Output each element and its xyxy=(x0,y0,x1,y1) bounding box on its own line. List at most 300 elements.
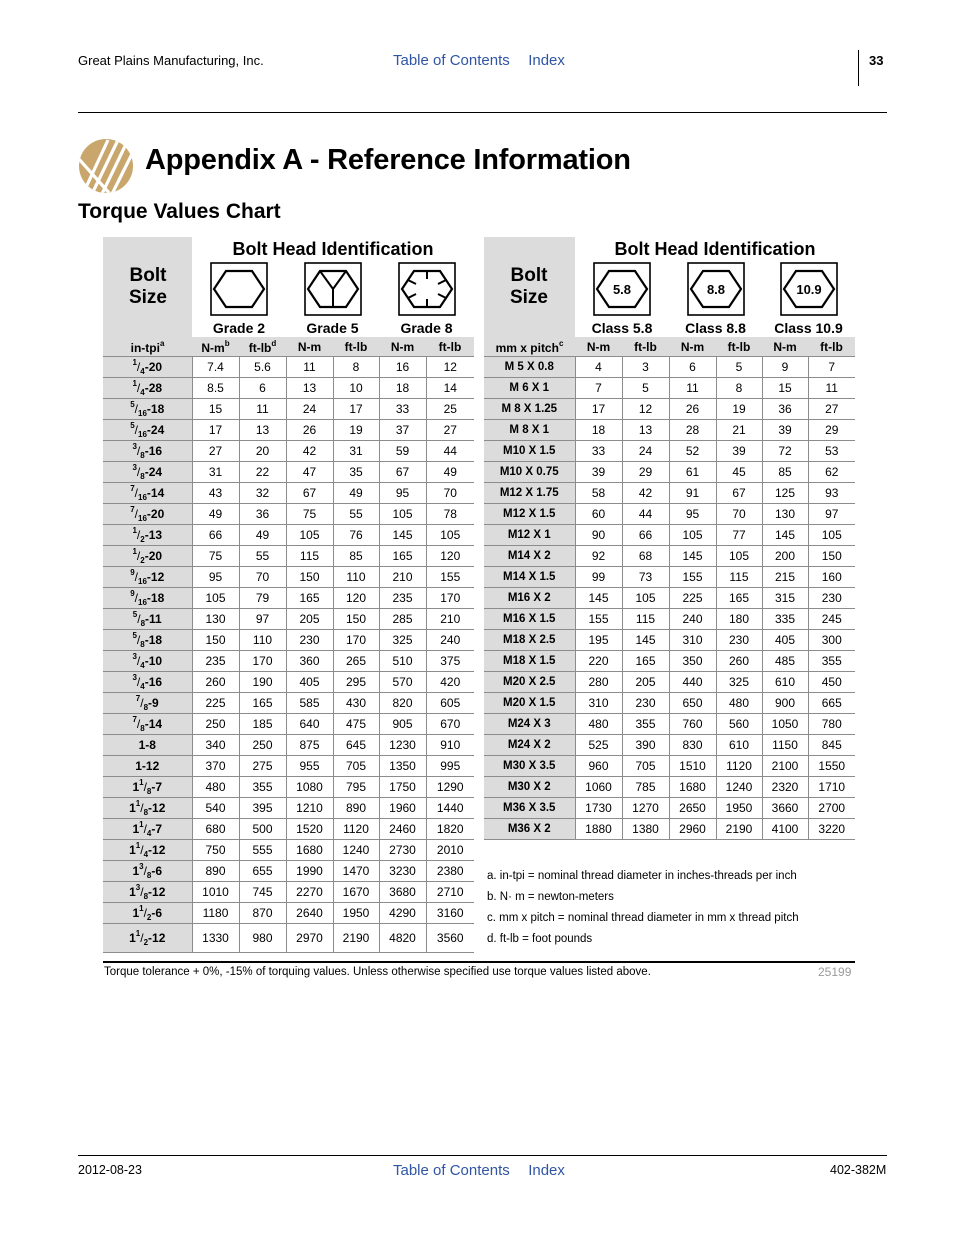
torque-value-cell: 170 xyxy=(426,588,474,609)
torque-value-cell: 1990 xyxy=(286,861,333,882)
bolt-size-cell: M 8 X 1.25 xyxy=(484,399,575,420)
torque-value-cell: 24 xyxy=(622,441,669,462)
torque-value-cell: 430 xyxy=(333,693,379,714)
torque-value-cell: 995 xyxy=(426,756,474,777)
torque-value-cell: 230 xyxy=(808,588,855,609)
torque-value-cell: 145 xyxy=(669,546,716,567)
torque-value-cell: 4100 xyxy=(762,819,808,840)
header-index-link[interactable]: Index xyxy=(528,52,565,69)
torque-value-cell: 155 xyxy=(426,567,474,588)
torque-value-cell: 210 xyxy=(426,609,474,630)
inch-table-row xyxy=(103,819,474,840)
metric-table-row xyxy=(484,546,855,567)
bolt-size-cell: $^9/_{16}-12$ xyxy=(103,567,192,588)
torque-value-cell: 340 xyxy=(192,735,239,756)
torque-value-cell: 42 xyxy=(286,441,333,462)
col-header-ftlb-grade8: ft-lb xyxy=(426,337,474,357)
bolt-size-cell: $^1/_2-20$ xyxy=(103,546,192,567)
torque-value-cell: 120 xyxy=(333,588,379,609)
torque-value-cell: 44 xyxy=(426,441,474,462)
torque-value-cell: 32 xyxy=(239,483,286,504)
torque-value-cell: 205 xyxy=(286,609,333,630)
mm-pitch-header: mm x pitch$^c$ xyxy=(484,337,575,357)
torque-value-cell: 955 xyxy=(286,756,333,777)
torque-value-cell: 265 xyxy=(333,651,379,672)
torque-value-cell: 29 xyxy=(622,462,669,483)
torque-tolerance-note: Torque tolerance + 0%, -15% of torquing values. Unless otherwise specified use torque values listed above. xyxy=(104,966,651,978)
hexagon-grade8-icon xyxy=(398,262,456,316)
torque-value-cell: 230 xyxy=(716,630,762,651)
torque-value-cell: 55 xyxy=(239,546,286,567)
torque-value-cell: 68 xyxy=(622,546,669,567)
torque-value-cell: 47 xyxy=(286,462,333,483)
bolt-size-cell: M10 X 1.5 xyxy=(484,441,575,462)
torque-value-cell: 155 xyxy=(669,567,716,588)
bolt-size-cell: $1^1/_2-12$ xyxy=(103,924,192,953)
bolt-size-cell: $1^3/_8-12$ xyxy=(103,882,192,903)
torque-value-cell: 1180 xyxy=(192,903,239,924)
bolt-size-cell: $^9/_{16}-18$ xyxy=(103,588,192,609)
torque-value-cell: 1350 xyxy=(379,756,426,777)
torque-value-cell: 670 xyxy=(426,714,474,735)
inch-table-row xyxy=(103,735,474,756)
torque-value-cell: 11 xyxy=(669,378,716,399)
torque-value-cell: 13 xyxy=(239,420,286,441)
metric-table-row xyxy=(484,630,855,651)
footnote-d: d. ft-lb = foot pounds xyxy=(487,933,593,945)
footnote-b: b. N· m = newton-meters xyxy=(487,891,614,903)
inch-table-row xyxy=(103,630,474,651)
footnote-c: c. mm x pitch = nominal thread diameter in mm x thread pitch xyxy=(487,912,799,924)
torque-value-cell: 21 xyxy=(716,420,762,441)
torque-value-cell: 405 xyxy=(286,672,333,693)
class58-icon-cell xyxy=(575,261,669,317)
torque-value-cell: 745 xyxy=(239,882,286,903)
torque-value-cell: 12 xyxy=(622,399,669,420)
torque-value-cell: 420 xyxy=(426,672,474,693)
torque-value-cell: 27 xyxy=(192,441,239,462)
torque-value-cell: 36 xyxy=(239,504,286,525)
torque-value-cell: 2190 xyxy=(716,819,762,840)
class109-icon-cell xyxy=(762,261,855,317)
bolt-size-cell: M 8 X 1 xyxy=(484,420,575,441)
torque-value-cell: 95 xyxy=(192,567,239,588)
torque-value-cell: 20 xyxy=(239,441,286,462)
class58-label: Class 5.8 xyxy=(575,317,669,337)
torque-value-cell: 11 xyxy=(239,399,286,420)
torque-value-cell: 66 xyxy=(622,525,669,546)
torque-value-cell: 220 xyxy=(575,651,622,672)
inch-table-row xyxy=(103,693,474,714)
torque-value-cell: 2460 xyxy=(379,819,426,840)
torque-value-cell: 10 xyxy=(333,378,379,399)
torque-value-cell: 67 xyxy=(716,483,762,504)
inch-table-row xyxy=(103,399,474,420)
torque-value-cell: 1120 xyxy=(333,819,379,840)
torque-value-cell: 890 xyxy=(192,861,239,882)
torque-value-cell: 310 xyxy=(669,630,716,651)
torque-value-cell: 9 xyxy=(762,357,808,378)
torque-value-cell: 480 xyxy=(192,777,239,798)
torque-value-cell: 13 xyxy=(286,378,333,399)
torque-value-cell: 355 xyxy=(622,714,669,735)
metric-table-row xyxy=(484,483,855,504)
torque-value-cell: 525 xyxy=(575,735,622,756)
torque-value-cell: 26 xyxy=(286,420,333,441)
torque-value-cell: 250 xyxy=(239,735,286,756)
bolt-size-cell: $^7/_8-14$ xyxy=(103,714,192,735)
inch-table-row xyxy=(103,420,474,441)
torque-value-cell: 165 xyxy=(622,651,669,672)
col-header-nm-grade8: N-m xyxy=(379,337,426,357)
torque-value-cell: 875 xyxy=(286,735,333,756)
footer-doc-code: 402-382M xyxy=(830,1163,887,1177)
torque-value-cell: 19 xyxy=(333,420,379,441)
bolt-size-cell: $1^1/_4-7$ xyxy=(103,819,192,840)
hexagon-grade2-icon xyxy=(210,262,268,316)
torque-value-cell: 2650 xyxy=(669,798,716,819)
hexagon-grade5-icon xyxy=(304,262,362,316)
torque-value-cell: 3230 xyxy=(379,861,426,882)
torque-value-cell: 1150 xyxy=(762,735,808,756)
torque-value-cell: 585 xyxy=(286,693,333,714)
torque-value-cell: 39 xyxy=(762,420,808,441)
torque-value-cell: 130 xyxy=(762,504,808,525)
torque-value-cell: 60 xyxy=(575,504,622,525)
bolt-size-cell: M36 X 2 xyxy=(484,819,575,840)
torque-value-cell: 22 xyxy=(239,462,286,483)
metric-table-row xyxy=(484,819,855,840)
col-header-ftlb-grade5: ft-lb xyxy=(333,337,379,357)
torque-value-cell: 73 xyxy=(622,567,669,588)
header-toc-link[interactable]: Table of Contents xyxy=(393,52,510,69)
torque-value-cell: 780 xyxy=(808,714,855,735)
torque-value-cell: 77 xyxy=(716,525,762,546)
inch-table-row xyxy=(103,462,474,483)
grade2-label: Grade 2 xyxy=(192,317,286,337)
hexagon-class109-icon xyxy=(780,262,838,316)
bolt-size-cell: $1^1/_8-12$ xyxy=(103,798,192,819)
torque-value-cell: 185 xyxy=(239,714,286,735)
bolt-size-cell: M20 X 1.5 xyxy=(484,693,575,714)
col-header-nm-class109: N-m xyxy=(762,337,808,357)
bolt-size-cell: M18 X 1.5 xyxy=(484,651,575,672)
torque-value-cell: 42 xyxy=(622,483,669,504)
bolt-size-cell: $1^1/_8-7$ xyxy=(103,777,192,798)
metric-table-row xyxy=(484,504,855,525)
bolt-size-cell: $^5/_{16}-18$ xyxy=(103,399,192,420)
torque-value-cell: 3220 xyxy=(808,819,855,840)
torque-value-cell: 1240 xyxy=(716,777,762,798)
company-name: Great Plains Manufacturing, Inc. xyxy=(78,53,264,68)
torque-value-cell: 33 xyxy=(379,399,426,420)
torque-value-cell: 1330 xyxy=(192,924,239,953)
torque-value-cell: 325 xyxy=(379,630,426,651)
torque-value-cell: 28 xyxy=(669,420,716,441)
torque-value-cell: 95 xyxy=(669,504,716,525)
torque-value-cell: 8 xyxy=(333,357,379,378)
torque-value-cell: 295 xyxy=(333,672,379,693)
inch-table-row xyxy=(103,840,474,861)
bolt-size-cell: M16 X 1.5 xyxy=(484,609,575,630)
torque-value-cell: 5.6 xyxy=(239,357,286,378)
torque-value-cell: 355 xyxy=(808,651,855,672)
col-header-ftlb-class88: ft-lb xyxy=(716,337,762,357)
bolt-size-cell: M 5 X 0.8 xyxy=(484,357,575,378)
torque-value-cell: 95 xyxy=(379,483,426,504)
torque-value-cell: 570 xyxy=(379,672,426,693)
bolt-size-cell: $^3/_8-24$ xyxy=(103,462,192,483)
torque-value-cell: 11 xyxy=(286,357,333,378)
torque-value-cell: 830 xyxy=(669,735,716,756)
torque-value-cell: 105 xyxy=(716,546,762,567)
col-header-ftlb-grade2: $ft-lb^d$ xyxy=(239,337,286,357)
bolt-size-cell: $^7/_8-9$ xyxy=(103,693,192,714)
torque-value-cell: 17 xyxy=(333,399,379,420)
torque-value-cell: 59 xyxy=(379,441,426,462)
torque-value-cell: 540 xyxy=(192,798,239,819)
col-header-nm-grade5: N-m xyxy=(286,337,333,357)
torque-value-cell: 155 xyxy=(575,609,622,630)
torque-value-cell: 31 xyxy=(192,462,239,483)
bolt-size-cell: 1-8 xyxy=(103,735,192,756)
footer-links xyxy=(393,1162,579,1180)
torque-value-cell: 3 xyxy=(622,357,669,378)
bolt-size-cell: M24 X 3 xyxy=(484,714,575,735)
torque-value-cell: 1510 xyxy=(669,756,716,777)
torque-value-cell: 52 xyxy=(669,441,716,462)
torque-value-cell: 6 xyxy=(669,357,716,378)
metric-table-row xyxy=(484,588,855,609)
bolt-size-cell: $^3/_4-16$ xyxy=(103,672,192,693)
torque-value-cell: 1960 xyxy=(379,798,426,819)
bolt-size-cell: $^7/_{16}-14$ xyxy=(103,483,192,504)
torque-value-cell: 165 xyxy=(239,693,286,714)
bolt-size-cell: $^1/_4-20$ xyxy=(103,357,192,378)
torque-value-cell: 1750 xyxy=(379,777,426,798)
in-tpi-header: in-tpi$^a$ xyxy=(103,337,192,357)
torque-value-cell: 49 xyxy=(426,462,474,483)
torque-value-cell: 150 xyxy=(808,546,855,567)
torque-value-cell: 19 xyxy=(716,399,762,420)
torque-value-cell: 260 xyxy=(716,651,762,672)
torque-value-cell: 230 xyxy=(622,693,669,714)
torque-value-cell: 2970 xyxy=(286,924,333,953)
torque-value-cell: 145 xyxy=(622,630,669,651)
bolt-size-cell: $1^1/_4-12$ xyxy=(103,840,192,861)
torque-value-cell: 150 xyxy=(286,567,333,588)
torque-value-cell: 130 xyxy=(192,609,239,630)
metric-table-row xyxy=(484,567,855,588)
torque-value-cell: 2100 xyxy=(762,756,808,777)
torque-value-cell: 980 xyxy=(239,924,286,953)
footer-toc-link[interactable]: Table of Contents xyxy=(393,1162,510,1179)
metric-table-row xyxy=(484,420,855,441)
torque-value-cell: 1290 xyxy=(426,777,474,798)
torque-value-cell: 1210 xyxy=(286,798,333,819)
torque-value-cell: 39 xyxy=(716,441,762,462)
torque-value-cell: 2010 xyxy=(426,840,474,861)
torque-value-cell: 27 xyxy=(808,399,855,420)
torque-value-cell: 1730 xyxy=(575,798,622,819)
torque-value-cell: 820 xyxy=(379,693,426,714)
torque-value-cell: 190 xyxy=(239,672,286,693)
torque-value-cell: 315 xyxy=(762,588,808,609)
col-header-nm-grade2: $N-m^b$ xyxy=(192,337,239,357)
torque-value-cell: 1670 xyxy=(333,882,379,903)
torque-value-cell: 15 xyxy=(762,378,808,399)
torque-value-cell: 350 xyxy=(669,651,716,672)
torque-value-cell: 6 xyxy=(239,378,286,399)
torque-value-cell: 43 xyxy=(192,483,239,504)
figure-code: 25199 xyxy=(818,965,852,979)
torque-value-cell: 61 xyxy=(669,462,716,483)
torque-value-cell: 2380 xyxy=(426,861,474,882)
bolt-size-cell: M 6 X 1 xyxy=(484,378,575,399)
torque-value-cell: 5 xyxy=(716,357,762,378)
metric-table-row xyxy=(484,378,855,399)
bolt-size-cell: $^3/_4-10$ xyxy=(103,651,192,672)
torque-value-cell: 62 xyxy=(808,462,855,483)
torque-value-cell: 49 xyxy=(192,504,239,525)
torque-value-cell: 105 xyxy=(808,525,855,546)
torque-value-cell: 395 xyxy=(239,798,286,819)
torque-value-cell: 8.5 xyxy=(192,378,239,399)
torque-value-cell: 165 xyxy=(716,588,762,609)
torque-value-cell: 960 xyxy=(575,756,622,777)
torque-value-cell: 150 xyxy=(192,630,239,651)
torque-value-cell: 49 xyxy=(333,483,379,504)
inch-table-row xyxy=(103,651,474,672)
col-header-nm-class88: N-m xyxy=(669,337,716,357)
hexagon-class88-icon xyxy=(687,262,745,316)
torque-value-cell: 1440 xyxy=(426,798,474,819)
torque-value-cell: 145 xyxy=(575,588,622,609)
torque-value-cell: 1470 xyxy=(333,861,379,882)
torque-value-cell: 1710 xyxy=(808,777,855,798)
torque-value-cell: 145 xyxy=(379,525,426,546)
torque-value-cell: 210 xyxy=(379,567,426,588)
torque-value-cell: 105 xyxy=(669,525,716,546)
inch-table-row xyxy=(103,609,474,630)
torque-value-cell: 67 xyxy=(379,462,426,483)
inch-table-row xyxy=(103,903,474,924)
inch-table-row xyxy=(103,672,474,693)
torque-value-cell: 300 xyxy=(808,630,855,651)
torque-value-cell: 870 xyxy=(239,903,286,924)
torque-value-cell: 235 xyxy=(379,588,426,609)
inch-table-row xyxy=(103,567,474,588)
footnotes xyxy=(487,866,799,950)
torque-value-cell: 280 xyxy=(575,672,622,693)
inch-table-row xyxy=(103,777,474,798)
torque-value-cell: 1550 xyxy=(808,756,855,777)
torque-value-cell: 70 xyxy=(716,504,762,525)
bolt-size-cell: $^5/_8-18$ xyxy=(103,630,192,651)
footer-index-link[interactable]: Index xyxy=(528,1162,565,1179)
torque-value-cell: 245 xyxy=(808,609,855,630)
torque-value-cell: 4 xyxy=(575,357,622,378)
grade8-icon-cell xyxy=(379,261,474,317)
svg-text:5.8: 5.8 xyxy=(612,282,632,297)
torque-value-cell: 250 xyxy=(192,714,239,735)
inch-table-row xyxy=(103,756,474,777)
inch-table-row xyxy=(103,483,474,504)
torque-value-cell: 225 xyxy=(192,693,239,714)
torque-value-cell: 335 xyxy=(762,609,808,630)
bolt-size-cell: M10 X 0.75 xyxy=(484,462,575,483)
bolt-size-cell: M20 X 2.5 xyxy=(484,672,575,693)
torque-value-cell: 2640 xyxy=(286,903,333,924)
torque-value-cell: 275 xyxy=(239,756,286,777)
torque-value-cell: 2960 xyxy=(669,819,716,840)
metric-table-row xyxy=(484,609,855,630)
torque-value-cell: 16 xyxy=(379,357,426,378)
inch-table-row xyxy=(103,525,474,546)
grade5-icon-cell xyxy=(286,261,379,317)
torque-value-cell: 160 xyxy=(808,567,855,588)
bolt-size-cell: M36 X 3.5 xyxy=(484,798,575,819)
torque-value-cell: 3560 xyxy=(426,924,474,953)
page-number: 33 xyxy=(869,53,884,68)
torque-value-cell: 450 xyxy=(808,672,855,693)
torque-value-cell: 2710 xyxy=(426,882,474,903)
bolt-size-cell: $1^1/_2-6$ xyxy=(103,903,192,924)
bolt-size-cell: M16 X 2 xyxy=(484,588,575,609)
torque-value-cell: 3680 xyxy=(379,882,426,903)
bolt-size-cell: M14 X 1.5 xyxy=(484,567,575,588)
torque-value-cell: 230 xyxy=(286,630,333,651)
torque-value-cell: 900 xyxy=(762,693,808,714)
torque-value-cell: 120 xyxy=(426,546,474,567)
torque-value-cell: 1230 xyxy=(379,735,426,756)
torque-value-cell: 610 xyxy=(762,672,808,693)
torque-value-cell: 18 xyxy=(575,420,622,441)
torque-value-cell: 665 xyxy=(808,693,855,714)
torque-value-cell: 655 xyxy=(239,861,286,882)
torque-value-cell: 370 xyxy=(192,756,239,777)
torque-value-cell: 91 xyxy=(669,483,716,504)
torque-value-cell: 2700 xyxy=(808,798,855,819)
torque-value-cell: 555 xyxy=(239,840,286,861)
grade8-label: Grade 8 xyxy=(379,317,474,337)
col-header-ftlb-class109: ft-lb xyxy=(808,337,855,357)
torque-value-cell: 66 xyxy=(192,525,239,546)
torque-value-cell: 105 xyxy=(379,504,426,525)
grade2-icon-cell xyxy=(192,261,286,317)
torque-value-cell: 1060 xyxy=(575,777,622,798)
inch-table-row xyxy=(103,378,474,399)
class88-icon-cell xyxy=(669,261,762,317)
col-header-ftlb-class58: ft-lb xyxy=(622,337,669,357)
inch-torque-table xyxy=(103,237,474,953)
torque-value-cell: 76 xyxy=(333,525,379,546)
torque-value-cell: 225 xyxy=(669,588,716,609)
bolt-size-cell: M12 X 1.75 xyxy=(484,483,575,504)
torque-value-cell: 45 xyxy=(716,462,762,483)
torque-value-cell: 310 xyxy=(575,693,622,714)
bolt-head-id-header: Bolt Head Identification xyxy=(192,237,474,261)
great-plains-logo-icon xyxy=(78,138,134,194)
torque-value-cell: 35 xyxy=(333,462,379,483)
bolt-size-cell: M14 X 2 xyxy=(484,546,575,567)
inch-table-row xyxy=(103,924,474,953)
torque-value-cell: 610 xyxy=(716,735,762,756)
torque-value-cell: 2730 xyxy=(379,840,426,861)
metric-table-row xyxy=(484,441,855,462)
svg-text:10.9: 10.9 xyxy=(795,282,822,297)
torque-value-cell: 910 xyxy=(426,735,474,756)
